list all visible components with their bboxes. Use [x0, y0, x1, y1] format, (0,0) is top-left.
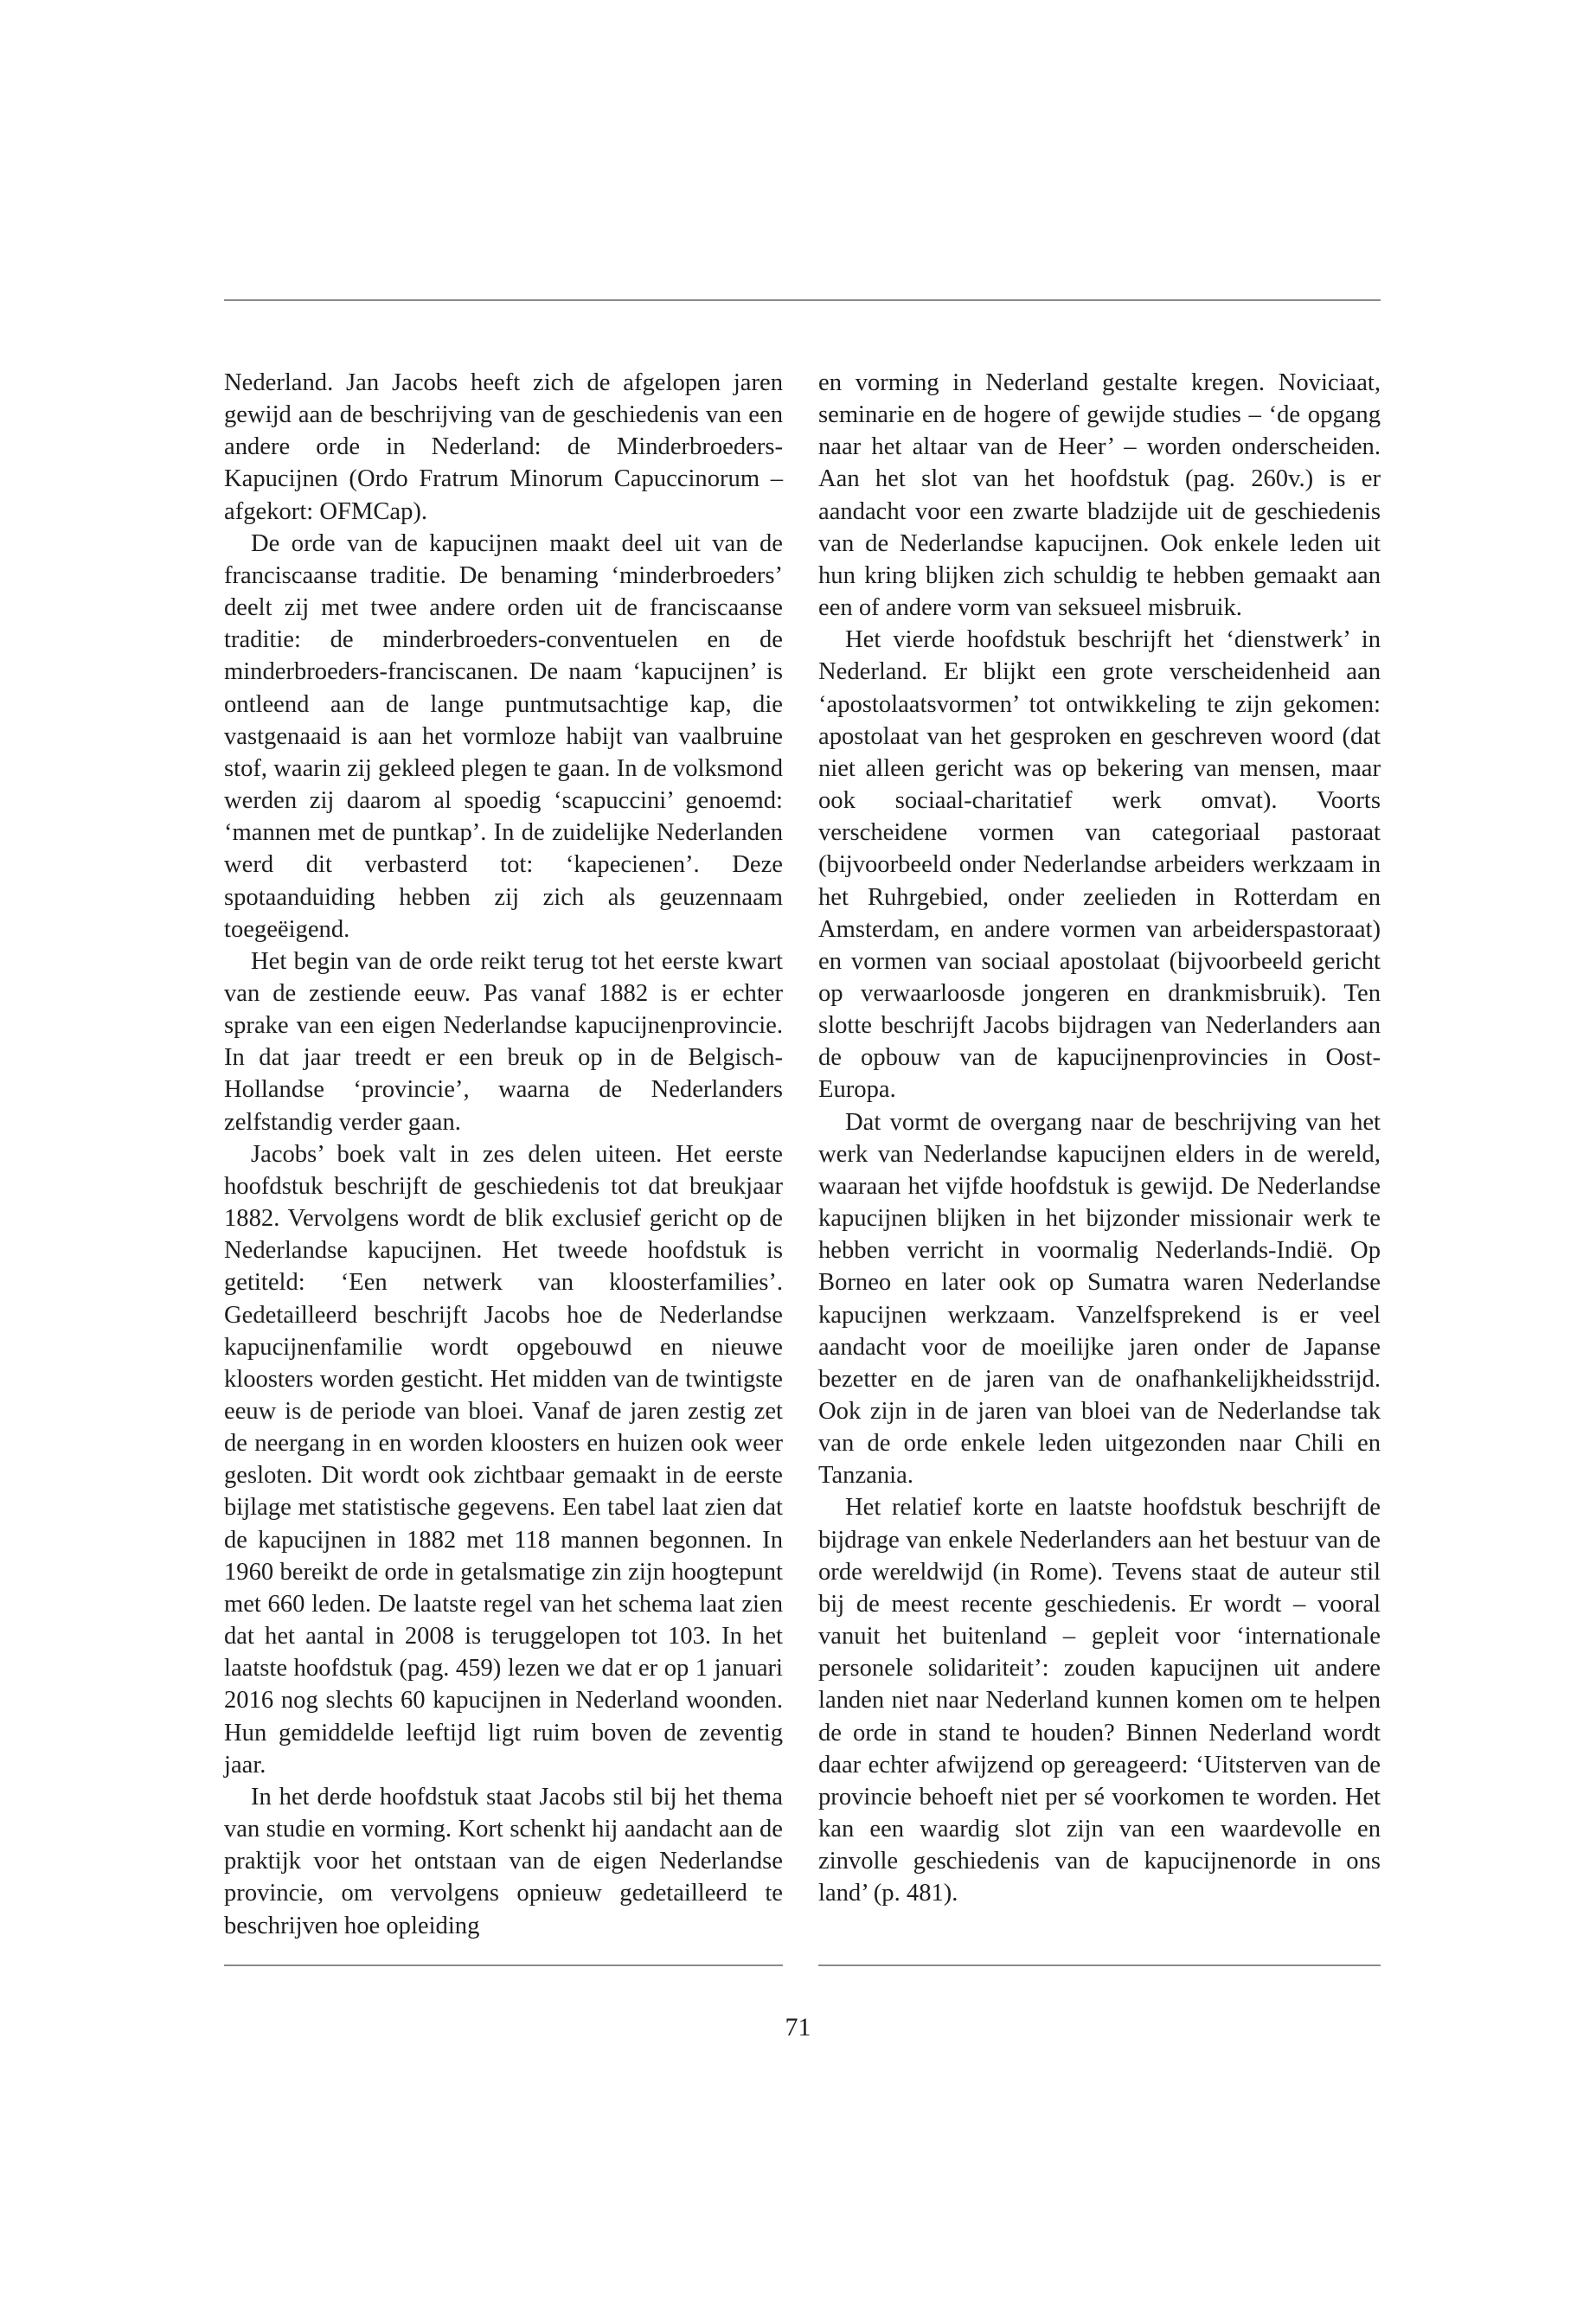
paragraph: Jacobs’ boek valt in zes delen uiteen. Het eerste hoofdstuk beschrijft de geschiedenis tot dat breukjaar 1882. Vervolgens wordt de blik exclusief gericht op de Nederlandse kapucijnen. Het tweede hoofdstuk is getiteld: ‘Een netwerk van kloosterfamilies’. Gedetailleerd beschrijft Jacobs hoe de Nederlandse kapucijnenfamilie wordt opgebouwd en nieuwe kloosters worden gesticht. Het midden van de twintigste eeuw is de periode van bloei. Vanaf de jaren zestig zet de neergang in en worden kloosters en huizen ook weer gesloten. Dit wordt ook zichtbaar gemaakt in de eerste bijlage met statistische gegevens. Een tabel laat zien dat de kapucijnen in 1882 met 118 mannen begonnen. In 1960 bereikt de orde in getalsmatige zin zijn hoogtepunt met 660 leden. De laatste regel van het schema laat zien dat het aantal in 2008 is teruggelopen tot 103. In het laatste hoofdstuk (pag. 459) lezen we dat er op 1 januari 2016 nog slechts 60 kapucijnen in Nederland woonden. Hun gemiddelde leeftijd ligt ruim boven de zeventig jaar.: [224, 1140, 783, 1779]
paragraph: Het begin van de orde reikt terug tot het eerste kwart van de zestiende eeuw. Pas vanaf 1882 is er echter sprake van een eigen Nederlandse kapucijnenprovincie. In dat jaar treedt er een breuk op in de Belgisch-Hollandse ‘provincie’, waarna de Nederlanders zelfstandig verder gaan.: [224, 947, 783, 1136]
paragraph: Dat vormt de overgang naar de beschrijving van het werk van Nederlandse kapucijnen elders in de wereld, waaraan het vijfde hoofdstuk is gewijd. De Nederlandse kapucijnen blijken in het bijzonder missionair werk te hebben verricht in voormalig Nederlands-Indië. Op Borneo en later ook op Sumatra waren Nederlandse kapucijnen werkzaam. Vanzelfsprekend is er veel aandacht voor de moeilijke jaren onder de Japanse bezetter en de jaren van de onafhankelijkheidsstrijd. Ook zijn in de jaren van bloei van de Nederlandse tak van de orde enkele leden uitgezonden naar Chili en Tanzania.: [818, 1108, 1381, 1490]
paragraph: en vorming in Nederland gestalte kregen. Noviciaat, seminarie en de hogere of gewijde studies – ‘de opgang naar het altaar van de Heer’ – worden onderscheiden. Aan het slot van het hoofdstuk (pag. 260v.) is er aandacht voor een zwarte bladzijde uit de geschiedenis van de Nederlandse kapucijnen. Ook enkele leden uit hun kring blijken zich schuldig te hebben gemaakt aan een of andere vorm van seksueel misbruik.: [818, 369, 1381, 622]
bottom-rule-right: [818, 1965, 1381, 1966]
paragraph: Het relatief korte en laatste hoofdstuk beschrijft de bijdrage van enkele Nederlanders aan het bestuur van de orde wereldwijd (in Rome). Tevens staat de auteur stil bij de meest recente geschiedenis. Er wordt – vooral vanuit het buitenland – gepleit voor ‘internationale personele solidariteit’: zouden kapucijnen uit andere landen niet naar Nederland kunnen komen om te helpen de orde in stand te houden? Binnen Nederland wordt daar echter afwijzend op gereageerd: ‘Uitsterven van de provincie behoeft niet per sé voorkomen te worden. Het kan een waardig slot zijn van een waardevolle en zinvolle geschiedenis van de kapucijnenorde in ons land’ (p. 481).: [818, 1494, 1381, 1907]
left-column: [224, 367, 783, 1942]
right-column: [818, 367, 1381, 1910]
page-number: 71: [785, 2013, 811, 2041]
paragraph: Nederland. Jan Jacobs heeft zich de afgelopen jaren gewijd aan de beschrijving van de geschiedenis van een andere orde in Nederland: de Minderbroeders-Kapucijnen (Ordo Fratrum Minorum Capuccinorum – afgekort: OFMCap).: [224, 369, 783, 525]
bottom-rule-left: [224, 1965, 783, 1966]
paragraph: In het derde hoofdstuk staat Jacobs stil bij het thema van studie en vorming. Kort schenkt hij aandacht aan de praktijk voor het ontstaan van de eigen Nederlandse provincie, om vervolgens opnieuw gedetailleerd te beschrijven hoe opleiding: [224, 1783, 783, 1939]
paragraph: Het vierde hoofdstuk beschrijft het ‘dienstwerk’ in Nederland. Er blijkt een grote verscheidenheid aan ‘apostolaatsvormen’ tot ontwikkeling te zijn gekomen: apostolaat van het gesproken en geschreven woord (dat niet alleen gericht was op bekering van mensen, maar ook sociaal-charitatief werk omvat). Voorts verscheidene vormen van categoriaal pastoraat (bijvoorbeeld onder Nederlandse arbeiders werkzaam in het Ruhrgebied, onder zeelieden in Rotterdam en Amsterdam, en andere vormen van arbeiderspastoraat) en vormen van sociaal apostolaat (bijvoorbeeld gericht op verwaarloosde jongeren en drankmisbruik). Ten slotte beschrijft Jacobs bijdragen van Nederlanders aan de opbouw van de kapucijnenprovincies in Oost-Europa.: [818, 626, 1381, 1104]
paragraph: De orde van de kapucijnen maakt deel uit van de franciscaanse traditie. De benaming ‘minderbroeders’ deelt zij met twee andere orden uit de franciscaanse traditie: de minderbroeders-conventuelen en de minderbroeders-franciscanen. De naam ‘kapucijnen’ is ontleend aan de lange puntmutsachtige kap, die vastgenaaid is aan het vormloze habijt van vaalbruine stof, waarin zij gekleed plegen te gaan. In de volksmond werden zij daarom al spoedig ‘scapuccini’ genoemd: ‘mannen met de puntkap’. In de zuidelijke Nederlanden werd dit verbasterd tot: ‘kapecienen’. Deze spotaanduiding hebben zij zich als geuzennaam toegeëigend.: [224, 529, 783, 943]
top-rule: [224, 299, 1381, 301]
